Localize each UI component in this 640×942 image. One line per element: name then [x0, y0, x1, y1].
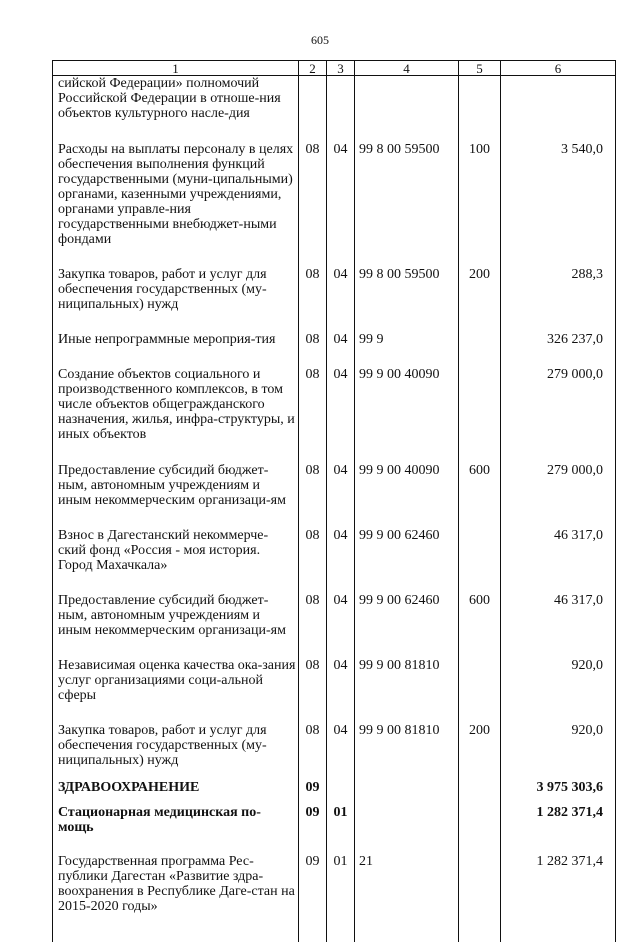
- row-section-code: 08: [299, 593, 327, 658]
- row-description: сийской Федерации» полномочий Российской Федерации в отноше-ния объектов культурного насле-дия: [53, 76, 299, 143]
- table-header-row: [53, 61, 616, 76]
- row-amount: 279 000,0: [501, 463, 616, 528]
- row-target-article-code: 99 9: [355, 332, 459, 367]
- row-target-article-code: 21: [355, 854, 459, 914]
- row-amount: 288,3: [501, 267, 616, 332]
- row-section-code: 08: [299, 528, 327, 593]
- row-subsection-code: 01: [327, 854, 355, 914]
- row-amount: 46 317,0: [501, 593, 616, 658]
- table-row: [53, 805, 616, 854]
- row-target-article-code: 99 9 00 40090: [355, 463, 459, 528]
- table-row: [53, 332, 616, 367]
- row-subsection-code: 04: [327, 142, 355, 267]
- row-subsection-code: 04: [327, 593, 355, 658]
- row-section-code: 08: [299, 142, 327, 267]
- table-row: [53, 76, 616, 143]
- row-subsection-code: 04: [327, 463, 355, 528]
- column-header: 5: [459, 61, 501, 76]
- column-header: 2: [299, 61, 327, 76]
- row-expense-type-code: 600: [459, 593, 501, 658]
- table-row: [53, 780, 616, 805]
- empty-cell: [459, 914, 501, 942]
- row-description: Создание объектов социального и производственного комплексов, в том числе объектов общегражданского назначения, жилья, инфра-структуры, и иных объектов: [53, 367, 299, 463]
- table-row: [53, 658, 616, 723]
- row-description: Предоставление субсидий бюджет-ным, автономным учреждениям и иным некоммерческим организаци-ям: [53, 593, 299, 658]
- column-header: 1: [53, 61, 299, 76]
- row-amount: 3 540,0: [501, 142, 616, 267]
- row-expense-type-code: [459, 780, 501, 805]
- row-target-article-code: 99 8 00 59500: [355, 267, 459, 332]
- row-section-code: 09: [299, 854, 327, 914]
- row-description: Государственная программа Рес-публики Дагестан «Развитие здра-воохранения в Республике Даге-стан на 2015-2020 годы»: [53, 854, 299, 914]
- row-amount: 46 317,0: [501, 528, 616, 593]
- row-expense-type-code: [459, 528, 501, 593]
- row-target-article-code: 99 9 00 62460: [355, 593, 459, 658]
- row-expense-type-code: [459, 367, 501, 463]
- row-expense-type-code: 200: [459, 267, 501, 332]
- row-section-code: [299, 76, 327, 143]
- row-expense-type-code: [459, 332, 501, 367]
- column-header: 6: [501, 61, 616, 76]
- column-header: 3: [327, 61, 355, 76]
- row-amount: 920,0: [501, 658, 616, 723]
- table-row: [53, 593, 616, 658]
- row-amount: 1 282 371,4: [501, 854, 616, 914]
- row-target-article-code: 99 9 00 40090: [355, 367, 459, 463]
- row-expense-type-code: 600: [459, 463, 501, 528]
- row-target-article-code: 99 9 00 81810: [355, 723, 459, 780]
- row-amount: [501, 76, 616, 143]
- table-spacer-row: [53, 914, 616, 942]
- row-subsection-code: 04: [327, 332, 355, 367]
- row-amount: 326 237,0: [501, 332, 616, 367]
- row-description: Стационарная медицинская по-мощь: [53, 805, 299, 854]
- table-row: [53, 463, 616, 528]
- row-section-code: 08: [299, 658, 327, 723]
- row-target-article-code: [355, 76, 459, 143]
- row-section-code: 08: [299, 367, 327, 463]
- row-subsection-code: 04: [327, 267, 355, 332]
- empty-cell: [355, 914, 459, 942]
- row-amount: 1 282 371,4: [501, 805, 616, 854]
- row-description: Расходы на выплаты персоналу в целях обеспечения выполнения функций государственными (муни-ципальными) органами, казенными учреждениями, органами управле-ния государственными внебюджет-ными фондами: [53, 142, 299, 267]
- table-row: [53, 723, 616, 780]
- row-description: Независимая оценка качества ока-зания услуг организациями соци-альной сферы: [53, 658, 299, 723]
- row-subsection-code: 04: [327, 658, 355, 723]
- row-subsection-code: 01: [327, 805, 355, 854]
- row-subsection-code: 04: [327, 367, 355, 463]
- budget-table: [52, 60, 616, 942]
- row-description: Закупка товаров, работ и услуг для обеспечения государственных (му-ниципальных) нужд: [53, 267, 299, 332]
- row-section-code: 09: [299, 780, 327, 805]
- row-amount: 920,0: [501, 723, 616, 780]
- row-expense-type-code: [459, 805, 501, 854]
- row-section-code: 08: [299, 267, 327, 332]
- empty-cell: [327, 914, 355, 942]
- row-description: ЗДРАВООХРАНЕНИЕ: [53, 780, 299, 805]
- row-section-code: 08: [299, 723, 327, 780]
- row-subsection-code: [327, 780, 355, 805]
- table-row: [53, 367, 616, 463]
- table-row: [53, 528, 616, 593]
- row-expense-type-code: 200: [459, 723, 501, 780]
- row-subsection-code: [327, 76, 355, 143]
- row-description: Предоставление субсидий бюджет-ным, автономным учреждениям и иным некоммерческим организаци-ям: [53, 463, 299, 528]
- row-target-article-code: [355, 805, 459, 854]
- empty-cell: [501, 914, 616, 942]
- row-subsection-code: 04: [327, 723, 355, 780]
- row-section-code: 08: [299, 332, 327, 367]
- row-section-code: 09: [299, 805, 327, 854]
- empty-cell: [299, 914, 327, 942]
- table-row: [53, 142, 616, 267]
- row-expense-type-code: [459, 854, 501, 914]
- row-description: Иные непрограммные мероприя-тия: [53, 332, 299, 367]
- row-target-article-code: 99 8 00 59500: [355, 142, 459, 267]
- row-target-article-code: [355, 780, 459, 805]
- row-amount: 3 975 303,6: [501, 780, 616, 805]
- empty-cell: [53, 914, 299, 942]
- row-section-code: 08: [299, 463, 327, 528]
- row-description: Закупка товаров, работ и услуг для обеспечения государственных (му-ниципальных) нужд: [53, 723, 299, 780]
- row-expense-type-code: [459, 76, 501, 143]
- row-target-article-code: 99 9 00 62460: [355, 528, 459, 593]
- table-row: [53, 854, 616, 914]
- table-row: [53, 267, 616, 332]
- row-target-article-code: 99 9 00 81810: [355, 658, 459, 723]
- row-description: Взнос в Дагестанский некоммерче-ский фонд «Россия - моя история. Город Махачкала»: [53, 528, 299, 593]
- row-expense-type-code: 100: [459, 142, 501, 267]
- row-amount: 279 000,0: [501, 367, 616, 463]
- column-header: 4: [355, 61, 459, 76]
- page-number: 605: [311, 33, 329, 47]
- row-expense-type-code: [459, 658, 501, 723]
- row-subsection-code: 04: [327, 528, 355, 593]
